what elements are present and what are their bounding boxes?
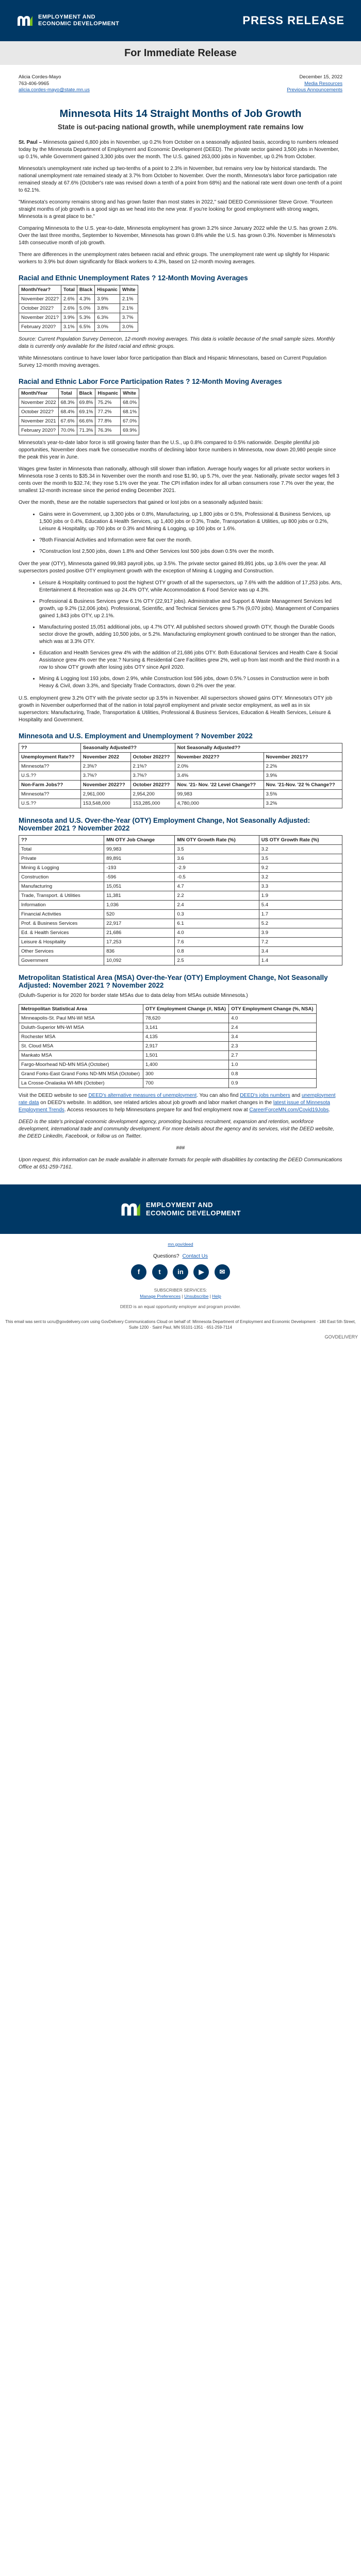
manage-preferences-link[interactable]: Manage Preferences <box>140 1294 181 1299</box>
table-cell: 89,891 <box>104 854 175 863</box>
careerforce-link[interactable]: CareerForceMN.com/Covid19Jobs <box>249 1107 329 1113</box>
table-cell: 69.1% <box>77 407 95 416</box>
table-cell: 4,135 <box>143 1032 228 1041</box>
table-header: MN OTY Growth Rate (%) <box>175 835 259 844</box>
table-header: October 2022?? <box>130 752 175 761</box>
table-cell: November 2022 <box>19 398 59 407</box>
contact-block <box>19 74 342 94</box>
table-cell: 17,253 <box>104 937 175 946</box>
table-cell: 3.7%? <box>80 771 130 780</box>
table-cell: 15,051 <box>104 882 175 891</box>
table-cell: 2.3 <box>229 1041 317 1050</box>
table-cell: 2.1% <box>120 303 138 313</box>
agency-name <box>38 14 119 27</box>
table-cell: 3.6 <box>175 854 259 863</box>
table-header: November 2021?? <box>264 752 342 761</box>
table-cell: Manufacturing <box>19 882 104 891</box>
table-header: US OTY Growth Rate (%) <box>259 835 342 844</box>
table-cell: Minnesota?? <box>19 789 81 799</box>
table-cell: 67.0% <box>121 416 139 426</box>
table-row <box>19 407 139 416</box>
table-cell: 66.6% <box>77 416 95 426</box>
table-cell: October 2022? <box>19 303 61 313</box>
subscriber-label: SUBSCRIBER SERVICES: <box>154 1287 207 1293</box>
release-date: December 15, 2022 <box>299 74 342 80</box>
table-cell: -193 <box>104 863 175 872</box>
contact-left <box>19 74 90 94</box>
govdelivery-logo[interactable]: GOVDELIVERY <box>324 1334 358 1340</box>
table-cell: 71.3% <box>77 426 95 435</box>
paragraph-1 <box>19 139 342 161</box>
resources-text: and <box>290 1092 302 1098</box>
table-cell: 3.4 <box>259 946 342 956</box>
table-header: Unemployment Rate?? <box>19 752 81 761</box>
table-cell: February 2020? <box>19 426 59 435</box>
table-cell: Mining & Logging <box>19 863 104 872</box>
contact-name: Alicia Cordes-Mayo <box>19 74 61 80</box>
table-cell: 2.2% <box>264 761 342 771</box>
table-cell: 1,400 <box>143 1060 228 1069</box>
table-cell: 5.4 <box>259 900 342 909</box>
table-cell: 3.9 <box>259 928 342 937</box>
mn-logo-icon <box>17 15 33 26</box>
table-cell: -2.9 <box>175 863 259 872</box>
oty-heading: Minnesota and U.S. Over-the-Year (OTY) Employment Change, Not Seasonally Adjusted: November 2021 ? November 2022 <box>19 816 310 832</box>
table-cell: 9.2 <box>259 863 342 872</box>
paragraph-7: Wages grew faster in Minnesota than nationally, although still slower than inflation. Average hourly wages for all private sector workers in Minnesota rose 3 cents to $35.34 in November over the month and rose $1.90, up 5.7%, over the year. Nationally, private sector wages fell 3 cents over the month to $32.74; they rose 5.1% over the year. The CPI inflation index for all urban consumers rose 7.7% over the year, the smallest 12-month increase since the period ending December 2021. <box>19 466 339 494</box>
table-row <box>19 426 139 435</box>
table-cell: 153,548,000 <box>80 799 130 808</box>
deed-site-link[interactable]: mn.gov/deed <box>168 1241 193 1247</box>
table-row <box>19 416 139 426</box>
table-cell: Private <box>19 854 104 863</box>
table-cell: 3.5 <box>175 844 259 854</box>
unemployment-rates-heading: Racial and Ethnic Unemployment Rates ? 12-Month Moving Averages <box>19 274 248 282</box>
table-cell: 3.0% <box>120 322 138 331</box>
table-cell: 520 <box>104 909 175 919</box>
table-header: Not Seasonally Adjusted?? <box>175 743 342 752</box>
resources-text: . Access resources to help Minnesotans prepare for and find employment now at <box>64 1107 250 1113</box>
table-cell: Leisure & Hospitality <box>19 937 104 946</box>
paragraph-5: There are differences in the unemployment rates between racial and ethnic groups. The unemployment rate went up slightly for Hispanic workers to 3.9% but down significantly for Black workers to 4.3%, based on 12-month moving averages. <box>19 251 330 265</box>
table-row <box>19 771 342 780</box>
table-cell: 3.9% <box>95 294 120 303</box>
table-cell: Mankato MSA <box>19 1050 143 1060</box>
table-header: November 2022?? <box>80 780 130 789</box>
list-item: • Mining & Logging lost 193 jobs, down 2.9%, while Construction lost 596 jobs, down 0.5%.? Losses in Construction were in both Heavy & Civil, down 3.3%, and Specialty Trade Contractors, down 0.2% over the year. <box>39 675 342 690</box>
questions-row <box>0 1253 361 1259</box>
table-cell: 2.6% <box>61 294 77 303</box>
table-cell: Prof. & Business Services <box>19 919 104 928</box>
resources-paragraph <box>19 1092 342 1114</box>
separator: ### <box>176 1145 185 1151</box>
dateline: St. Paul – <box>19 139 43 145</box>
table-header: November 2022?? <box>175 752 264 761</box>
footer-bar <box>0 1184 361 1234</box>
table-row <box>19 313 138 322</box>
facebook-icon[interactable]: f <box>131 1264 146 1280</box>
table-row <box>19 1050 317 1060</box>
lfpr-heading: Racial and Ethnic Labor Force Participation Rates ? 12-Month Moving Averages <box>19 377 282 385</box>
contact-us-link[interactable]: Contact Us <box>182 1253 208 1259</box>
table-cell: November 2021? <box>19 313 61 322</box>
media-resources-link[interactable]: Media Resources <box>304 80 342 87</box>
table-cell: 3.0% <box>95 322 120 331</box>
legal-footer: This email was sent to ucru@govdelivery.com using GovDelivery Communications Cloud on behalf of: Minnesota Department of Employment and Economic Development · 180 East 5th Street, Suite 1200 · Saint Paul, MN 55101-1351 · 651-259-7114 <box>5 1319 356 1330</box>
table-cell: 4,780,000 <box>175 799 264 808</box>
table-cell: 300 <box>143 1069 228 1078</box>
table-row <box>19 743 342 752</box>
table-cell: 3.5% <box>264 789 342 799</box>
table-cell: November 2022? <box>19 294 61 303</box>
table-cell: November 2021 <box>19 416 59 426</box>
table-cell: 1.7 <box>259 909 342 919</box>
table-cell: 3.5 <box>259 854 342 863</box>
table-cell: Fargo-Moorhead ND-MN MSA (October) <box>19 1060 143 1069</box>
press-release-badge: PRESS RELEASE <box>242 14 344 27</box>
table-header: ?? <box>19 743 81 752</box>
resources-text: . <box>329 1107 331 1113</box>
table-cell: 22,917 <box>104 919 175 928</box>
table-cell: U.S.?? <box>19 799 81 808</box>
table-cell: 3.9% <box>264 771 342 780</box>
paragraph-2: Minnesota's unemployment rate inched up two-tenths of a point to 2.3% in November, but remains very low by historical standards. The national unemployment rate remained steady at 3.7% from October to November. Over the month, Minnesota's labor force participation rate remained steady at 67.6% (October's rate was revised down a tenth of a point from 68%) and the national rate went down one-tenth of a point to 62.1%. <box>19 165 342 193</box>
table-cell: October 2022? <box>19 407 59 416</box>
table-cell: 153,285,000 <box>130 799 175 808</box>
table-cell: 4.3% <box>77 294 94 303</box>
table-header: ?? <box>19 835 104 844</box>
social-icons <box>0 1264 361 1280</box>
table-cell: 2.2 <box>175 891 259 900</box>
table-header: MN OTY Job Change <box>104 835 175 844</box>
table-cell: 3.4 <box>229 1032 317 1041</box>
table-header: October 2022?? <box>130 780 175 789</box>
table-row <box>19 780 342 789</box>
table-cell: U.S.?? <box>19 771 81 780</box>
paragraph-1-text: Minnesota gained 6,800 jobs in November, up 0.2% from October on a seasonally adjusted basis, according to numbers released today by the Minnesota Department of Employment and Economic Development (DEED). The private sector gained 3,500 jobs in November, up 0.1%, while Government gained 3,300 jobs over the month. The U.S. gained 263,000 jobs in November, up 0.2% from October. <box>19 139 339 160</box>
table-header: Metropolitan Statistical Area <box>19 1004 143 1013</box>
list-item: • Education and Health Services grew 4% with the addition of 21,686 jobs OTY. Both Educational Services and Health Care & Social Assistance grew 4% over the year.? Nursing & Residential Care Facilities grew 2%, well up from last month and the third month in a row to show OTY growth after losing jobs OTY since April 2020. <box>39 650 342 671</box>
questions-label: Questions? <box>153 1253 179 1259</box>
table-cell: 70.0% <box>58 426 77 435</box>
table-cell: 2.1% <box>120 294 138 303</box>
table-cell: 68.3% <box>58 398 77 407</box>
table-header: Hispanic <box>95 388 121 398</box>
accessibility-note: Upon request, this information can be made available in alternate formats for people with disabilities by contacting the DEED Communications Office at 651-259-7161. <box>19 1157 342 1170</box>
table-row <box>19 909 342 919</box>
table-cell: Financial Activities <box>19 909 104 919</box>
table-row <box>19 863 342 872</box>
table-cell: 3.9% <box>61 313 77 322</box>
monthly-changes-list <box>19 511 342 555</box>
table-row <box>19 1023 317 1032</box>
table-row <box>19 1013 317 1023</box>
table-cell: St. Cloud MSA <box>19 1041 143 1050</box>
oty-table-body <box>19 844 342 965</box>
table-header: Nov. '21-Nov. '22 % Change?? <box>264 780 342 789</box>
table-cell: 4.0 <box>229 1013 317 1023</box>
paragraph-4: Comparing Minnesota to the U.S. year-to-date, Minnesota employment has grown 3.2% since January 2022 while the U.S. has grown 2.6%. Over the last three months, September to November, Minnesota has grown 0.8% while the U.S. has grown 0.3%. November is Minnesota's 14th consecutive month of job growth. <box>19 225 338 246</box>
table-cell: 3.7% <box>120 313 138 322</box>
table-cell: 1.9 <box>259 891 342 900</box>
msa-table <box>19 1004 317 1088</box>
table-row <box>19 789 342 799</box>
table-header: OTY Employment Change (%, NSA) <box>229 1004 317 1013</box>
table-cell: 7.2 <box>259 937 342 946</box>
table-row <box>19 946 342 956</box>
table-cell: 2.4 <box>175 900 259 909</box>
list-item: • ?Both Financial Activities and Information were flat over the month. <box>39 537 342 544</box>
table-cell: 2.5 <box>175 956 259 965</box>
paragraph-6: Minnesota's year-to-date labor force is still growing faster than the U.S., up 0.8% compared to 0.5% nationwide. Despite plentiful job opportunities, November does mark five consecutive months of declining labor force numbers in Minnesota, now down 20,980 people since the peak this year in June. <box>19 439 336 460</box>
table-cell: Information <box>19 900 104 909</box>
table-row <box>19 322 138 331</box>
table-cell: 99,983 <box>175 789 264 799</box>
table-header: Nov. '21- Nov. '22 Level Change?? <box>175 780 264 789</box>
contact-right <box>287 74 342 94</box>
table-header: Total <box>58 388 77 398</box>
table-cell: 77.8% <box>95 416 121 426</box>
table-cell: -0.5 <box>175 872 259 882</box>
agency-line-2: ECONOMIC DEVELOPMENT <box>38 21 120 27</box>
twitter-icon[interactable]: t <box>152 1264 168 1280</box>
table-cell: 10,092 <box>104 956 175 965</box>
table-cell: 67.6% <box>58 416 77 426</box>
table-cell: 1,036 <box>104 900 175 909</box>
table-header: Non-Farm Jobs?? <box>19 780 81 789</box>
table-header: OTY Employment Change (#, NSA) <box>143 1004 228 1013</box>
lfpr-table <box>19 388 139 435</box>
previous-announcements-link[interactable]: Previous Announcements <box>287 87 342 93</box>
help-link[interactable]: Help <box>212 1294 221 1299</box>
alt-measures-link[interactable]: DEED's alternative measures of unemployment <box>88 1092 197 1098</box>
table-cell: 3.7%? <box>130 771 175 780</box>
table-cell: 3.2 <box>259 872 342 882</box>
list-item: • Manufacturing posted 15,051 additional jobs, up 4.7% OTY. All published sectors showed growth OTY, though the Durable Goods sector drove the growth, adding 10,500 jobs, or 5.2%. Manufacturing employment growth continued to be stronger than the nation, which was at 3.3% OTY. <box>39 624 342 646</box>
table-cell: 7.6 <box>175 937 259 946</box>
list-item: • Professional & Business Services grew 6.1% OTY (22,917 jobs). Administrative and Support & Waste Management Services led growth, up 9.2% (12,006 jobs). Professional, Scientific, and Technical Services grew 5.7% (9,070 jobs). Management of Companies gained 1,843 jobs OTY, up 2.1%. <box>39 598 342 620</box>
table-cell: Rochester MSA <box>19 1032 143 1041</box>
table-cell: 836 <box>104 946 175 956</box>
jobs-numbers-link[interactable]: DEED's jobs numbers <box>240 1092 290 1098</box>
table-cell: 11,381 <box>104 891 175 900</box>
table-header: Month/Year <box>19 388 59 398</box>
table-cell: Grand Forks-East Grand Forks ND-MN MSA (October) <box>19 1069 143 1078</box>
footer-links <box>0 1234 361 1340</box>
release-title: Minnesota Hits 14 Straight Months of Job Growth <box>59 108 302 120</box>
table-row <box>19 854 342 863</box>
unsubscribe-link[interactable]: Unsubscribe <box>184 1294 209 1299</box>
table-row <box>19 937 342 946</box>
table-cell: 6.5% <box>77 322 94 331</box>
email-icon[interactable]: ✉ <box>215 1264 230 1280</box>
table-row <box>19 919 342 928</box>
table-cell: 3.4% <box>175 771 264 780</box>
table-row <box>19 398 139 407</box>
list-item: • Leisure & Hospitality continued to post the highest OTY growth of all the supersectors, up 7.6% with the addition of 17,253 jobs. Arts, Entertainment & Recreation was up 24.4% OTY, while Accommodation & Food Service was up 4.3%. <box>39 580 342 594</box>
table-cell: 0.3 <box>175 909 259 919</box>
agency-line-1: EMPLOYMENT AND <box>145 1200 213 1209</box>
release-body <box>0 74 361 1171</box>
youtube-icon[interactable]: ▶ <box>193 1264 209 1280</box>
table-row <box>19 928 342 937</box>
linkedin-icon[interactable]: in <box>173 1264 188 1280</box>
table-cell: 1.0 <box>229 1060 317 1069</box>
table-cell: 68.4% <box>58 407 77 416</box>
table-header: Hispanic <box>95 285 120 294</box>
table-cell: February 2020? <box>19 322 61 331</box>
table-row <box>19 844 342 854</box>
table-cell: 3.3 <box>259 882 342 891</box>
table-cell: 4.0 <box>175 928 259 937</box>
table-row <box>19 872 342 882</box>
table-cell: Government <box>19 956 104 965</box>
table-row <box>19 294 138 303</box>
header-bar <box>0 0 361 41</box>
table-cell: 21,686 <box>104 928 175 937</box>
footer-logo[interactable] <box>120 1201 241 1217</box>
table-cell: Ed. & Health Services <box>19 928 104 937</box>
table-cell: 5.0% <box>77 303 94 313</box>
list-item: • ?Construction lost 2,500 jobs, down 1.8% and Other Services lost 500 jobs down 0.5% over the month. <box>39 548 342 555</box>
mn-us-heading: Minnesota and U.S. Employment and Unemployment ? November 2022 <box>19 732 253 740</box>
table-header: White <box>121 388 139 398</box>
table-cell: 2.4 <box>229 1023 317 1032</box>
table-cell: 3.8% <box>95 303 120 313</box>
paragraph-9: Over the year (OTY), Minnesota gained 99,983 payroll jobs, up 3.5%. The private sector gained 89,891 jobs, up 3.6% over the year. All supersectors posted positive OTY employment growth with the exception of Mining & Logging and Construction. <box>19 561 326 574</box>
mission-statement: DEED is the state's principal economic development agency, promoting business recruitment, expansion and retention, workforce development, international trade and community development. For more details about the agency and its services, visit the DEED website, the DEED LinkedIn, Facebook, or follow us on Twitter. <box>19 1118 334 1139</box>
table-cell: 68.1% <box>121 407 139 416</box>
table-cell: 6.3% <box>95 313 120 322</box>
table-cell: 77.2% <box>95 407 121 416</box>
table-cell: Construction <box>19 872 104 882</box>
table-cell: 0.8 <box>229 1069 317 1078</box>
table-cell: -596 <box>104 872 175 882</box>
table-cell: 4.7 <box>175 882 259 891</box>
table-row <box>19 1032 317 1041</box>
table-cell: Minnesota?? <box>19 761 81 771</box>
unemployment-rates-table <box>19 285 138 332</box>
table-cell: 2.3%? <box>80 761 130 771</box>
agency-line-2: ECONOMIC DEVELOPMENT <box>145 1209 241 1217</box>
release-subtitle: State is out-pacing national growth, while unemployment rate remains low <box>57 123 304 131</box>
table-cell: 700 <box>143 1078 228 1088</box>
table-cell: 5.3% <box>77 313 94 322</box>
contact-email-link[interactable]: alicia.cordes-mayo@state.mn.us <box>19 87 90 93</box>
unemployment-data-link[interactable]: unemployment rate data <box>19 1092 336 1106</box>
table-header: Total <box>61 285 77 294</box>
table-cell: Total <box>19 844 104 854</box>
table-cell: 69.8% <box>77 398 95 407</box>
table-row <box>19 956 342 965</box>
paragraph-8: Over the month, these are the notable supersectors that gained or lost jobs on a seasonally adjusted basis: <box>19 499 263 505</box>
table-cell: La Crosse-Onalaska WI-MN (October) <box>19 1078 143 1088</box>
table-cell: 2,954,200 <box>130 789 175 799</box>
table-row <box>19 891 342 900</box>
table-cell: 0.8 <box>175 946 259 956</box>
table-cell: 3.2 <box>259 844 342 854</box>
table-header: November 2022 <box>80 752 130 761</box>
table-cell: 69.9% <box>121 426 139 435</box>
table-row <box>19 1041 317 1050</box>
oty-table <box>19 835 342 965</box>
table-cell: 76.3% <box>95 426 121 435</box>
msa-heading: Metropolitan Statistical Area (MSA) Over-the-Year (OTY) Employment Change, Not Seasonally Adjusted: November 2021 ? November 2022 <box>19 973 328 989</box>
msa-table-body <box>19 1013 317 1088</box>
mn-us-table <box>19 743 342 808</box>
table-cell: 1,501 <box>143 1050 228 1060</box>
table-row <box>19 761 342 771</box>
table-cell: Minneapolis-St. Paul MN-WI MSA <box>19 1013 143 1023</box>
unemployment-source-note: Source: Current Population Survey Demecon, 12-month moving averages. This data is volatile because of the small sample sizes. Monthly data is currently only available for the listed racial and ethnic groups. <box>19 336 335 349</box>
eeo-statement: DEED is an equal opportunity employer and program provider. <box>120 1304 241 1309</box>
resources-text: . You can also find <box>196 1092 240 1098</box>
table-cell: 68.0% <box>121 398 139 407</box>
table-cell: Other Services <box>19 946 104 956</box>
footer-agency-name <box>146 1201 241 1217</box>
msa-note: (Duluth-Superior is for 2020 for border state MSAs due to data delay from MSAs outside Minnesota.) <box>19 992 248 998</box>
table-row <box>19 882 342 891</box>
table-header: Month/Year? <box>19 285 61 294</box>
table-cell: 3.2% <box>264 799 342 808</box>
table-cell: 3,141 <box>143 1023 228 1032</box>
table-row <box>19 303 138 313</box>
list-item: • Gains were in Government, up 3,300 jobs or 0.8%, Manufacturing, up 1,800 jobs or 0.5%, Professional & Business Services, up 1,500 jobs or 0.4%, Education & Health Services, up 1,400 jobs or 0.3%, Trade, Transportation & Utilities, up 800 jobs or 0.2%, Leisure & Hospitality, up 700 jobs or 0.3% and Mining & Logging, up 100 jobs or 1.6%. <box>39 511 342 533</box>
table-row <box>19 1060 317 1069</box>
employment-trends-link[interactable]: latest issue of Minnesota Employment Trends <box>19 1099 330 1113</box>
table-cell: 1.4 <box>259 956 342 965</box>
table-cell: 2.7 <box>229 1050 317 1060</box>
deed-logo[interactable] <box>17 14 119 27</box>
table-cell: 2,961,000 <box>80 789 130 799</box>
paragraph-3: "Minnesota's economy remains strong and has grown faster than most states in 2022," said DEED Commissioner Steve Grove. "Fourteen straight months of job growth is a good sign as we head into the new year. If you're looking for good employment with strong wages, Minnesota is a great place to be." <box>19 199 333 219</box>
table-row <box>19 799 342 808</box>
table-header: Black <box>77 388 95 398</box>
table-row <box>19 900 342 909</box>
subscriber-services: SUBSCRIBER SERVICES: Manage Preferences | Unsubscribe | Help DEED is an equal opportunity employer and program provider. <box>0 1287 361 1310</box>
lfpr-intro: White Minnesotans continue to have lower labor force participation than Black and Hispanic Minnesotans, based on Current Population Survey 12-month moving averages. <box>19 355 327 368</box>
resources-text: on DEED's website. In addition, see related articles about job growth and labor market changes in the <box>39 1099 273 1106</box>
table-header: Seasonally Adjusted?? <box>80 743 175 752</box>
paragraph-10: U.S. employment grew 3.2% OTY with the private sector up 3.5% in November. All supersectors showed gains OTY. Minnesota's OTY job growth in November outperformed that of the nation in total payroll employment and private sector employment, as well as in six supersectors: Manufacturing, Trade, Transportation & Utilities, Professional & Business Services, Education & Health Services, Leisure & Hospitality and Government. <box>19 695 333 723</box>
table-cell: 78,620 <box>143 1013 228 1023</box>
contact-phone: 763-406-9965 <box>19 80 50 87</box>
table-cell: 6.1 <box>175 919 259 928</box>
table-header: White <box>120 285 138 294</box>
table-cell: 5.2 <box>259 919 342 928</box>
oty-changes-list <box>19 580 342 690</box>
resources-text: Visit the DEED website to see <box>19 1092 89 1098</box>
table-cell: Trade, Transport. & Utilities <box>19 891 104 900</box>
table-row <box>19 1078 317 1088</box>
table-cell: 0.9 <box>229 1078 317 1088</box>
table-header: Black <box>77 285 94 294</box>
table-cell: Duluth-Superior MN-WI MSA <box>19 1023 143 1032</box>
table-cell: 2.1%? <box>130 761 175 771</box>
table-cell: 99,983 <box>104 844 175 854</box>
mn-logo-icon <box>120 1202 141 1216</box>
table-cell: 3.1% <box>61 322 77 331</box>
table-cell: 2.0% <box>175 761 264 771</box>
table-cell: 2.6% <box>61 303 77 313</box>
table-cell: 2,917 <box>143 1041 228 1050</box>
agency-line-1: EMPLOYMENT AND <box>38 14 96 20</box>
table-row <box>19 752 342 761</box>
table-row <box>19 1069 317 1078</box>
release-band: For Immediate Release <box>0 41 361 65</box>
table-cell: 75.2% <box>95 398 121 407</box>
